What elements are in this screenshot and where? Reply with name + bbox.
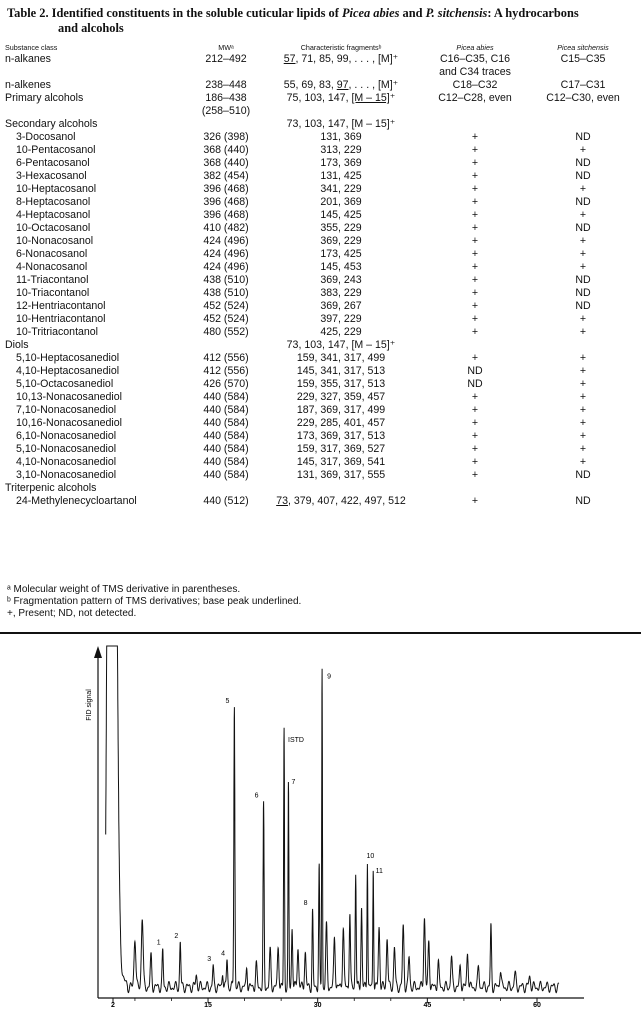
cell-c3: 173, 369, 317, 513 xyxy=(296,430,386,442)
cell-c2: 440 (584) xyxy=(203,417,249,429)
table-row xyxy=(5,261,637,274)
cell-c4: + xyxy=(471,170,479,182)
cell-c5 xyxy=(529,339,637,352)
cell-c5: + xyxy=(579,326,587,338)
cell-c5: ND xyxy=(575,300,591,312)
cell-c4 xyxy=(421,339,529,352)
cell-c1: 4,10-Nonacosanediol xyxy=(16,456,117,468)
y-axis-arrow xyxy=(94,646,102,658)
peak-label: 10 xyxy=(366,852,375,860)
cell-c4: + xyxy=(471,222,479,234)
cell-c2: 382 (454) xyxy=(203,170,249,182)
cell-c5: C12–C30, even xyxy=(546,92,620,104)
cell-c1: 8-Heptacosanol xyxy=(16,196,91,208)
cell-c1: 4-Nonacosanol xyxy=(16,261,88,273)
cell-c1: 10-Pentacosanol xyxy=(16,144,96,156)
cell-c3: 75, 103, 147, [M – 15]⁺ xyxy=(286,92,396,104)
cell-c4: C16–C35, C16 xyxy=(439,53,511,65)
cell-c5 xyxy=(529,482,637,495)
cell-c4: + xyxy=(471,326,479,338)
cell-c1: 5,10-Heptacosanediol xyxy=(16,352,120,364)
cell-c2: 440 (584) xyxy=(203,430,249,442)
cell-c4: + xyxy=(471,300,479,312)
table-row xyxy=(5,66,637,79)
cell-c4 xyxy=(421,482,529,495)
cell-c5: ND xyxy=(575,274,591,286)
cell-c5: + xyxy=(579,391,587,403)
cell-c1: 24-Methylenecycloartanol xyxy=(16,495,137,507)
table-row xyxy=(5,300,637,313)
cell-c3: 145, 317, 369, 541 xyxy=(296,456,386,468)
header-picea-sitchensis: Picea sitchensis xyxy=(557,43,609,52)
cell-c2 xyxy=(191,66,261,79)
cell-c3: 369, 267 xyxy=(320,300,362,312)
cell-c1 xyxy=(5,66,191,79)
cell-c1: 4-Heptacosanol xyxy=(16,209,91,221)
cell-c3: 159, 317, 369, 527 xyxy=(296,443,386,455)
cell-c1: 10,13-Nonacosanediol xyxy=(16,391,123,403)
table-row xyxy=(5,417,637,430)
x-tick-label: 45 xyxy=(423,1002,432,1009)
cell-c1: 5,10-Nonacosanediol xyxy=(16,443,117,455)
header-picea-abies: Picea abies xyxy=(456,43,494,52)
cell-c1: Diols xyxy=(5,339,29,351)
table-row xyxy=(5,92,637,105)
cell-c2: 424 (496) xyxy=(203,235,249,247)
cell-c5 xyxy=(529,105,637,118)
table-row xyxy=(5,144,637,157)
cell-c5: + xyxy=(579,144,587,156)
cell-c3: 55, 69, 83, 97, . . . , [M]⁺ xyxy=(283,79,399,91)
cell-c2: 186–438 xyxy=(205,92,247,104)
cell-c2: 368 (440) xyxy=(203,144,249,156)
cell-c2: 396 (468) xyxy=(203,209,249,221)
footnote-b: ᵇ Fragmentation pattern of TMS derivatives; base peak underlined. xyxy=(7,596,302,607)
caption-line2: and alcohols xyxy=(58,21,124,35)
cell-c5: + xyxy=(579,352,587,364)
cell-c3: 159, 355, 317, 513 xyxy=(296,378,386,390)
base-peak: 73 xyxy=(276,495,288,507)
cell-c5: + xyxy=(579,209,587,221)
cell-c2: 440 (584) xyxy=(203,456,249,468)
cell-c5: ND xyxy=(575,287,591,299)
footnote-c: +, Present; ND, not detected. xyxy=(7,608,137,619)
cell-c5: + xyxy=(579,404,587,416)
peak-label: 4 xyxy=(221,950,226,958)
cell-c1: 10-Nonacosanol xyxy=(16,235,94,247)
peak-label: 7 xyxy=(291,778,296,786)
table-row xyxy=(5,118,637,131)
cell-c2: 212–492 xyxy=(205,53,247,65)
cell-c1: 10-Octacosanol xyxy=(16,222,91,234)
header-fragments: Characteristic fragmentsᵇ xyxy=(300,43,382,52)
cell-c4: C18–C32 xyxy=(452,79,498,91)
table-row xyxy=(5,209,637,222)
peak-label: 8 xyxy=(303,899,308,907)
table-row xyxy=(5,352,637,365)
table-row xyxy=(5,157,637,170)
cell-c5: + xyxy=(579,235,587,247)
cell-c4: + xyxy=(471,157,479,169)
cell-c2: 452 (524) xyxy=(203,300,249,312)
table-row xyxy=(5,482,637,495)
cell-c5: + xyxy=(579,443,587,455)
cell-c1: 5,10-Octacosanediol xyxy=(16,378,114,390)
cell-c5: + xyxy=(579,183,587,195)
table-row xyxy=(5,443,637,456)
cell-c2: 238–448 xyxy=(205,79,247,91)
table-row xyxy=(5,105,637,118)
table-row xyxy=(5,313,637,326)
cell-c1: 3,10-Nonacosanediol xyxy=(16,469,117,481)
table-row xyxy=(5,365,637,378)
cell-c4: + xyxy=(471,274,479,286)
cell-c4: + xyxy=(471,469,479,481)
cell-c3: 425, 229 xyxy=(320,326,362,338)
cell-c4: + xyxy=(471,417,479,429)
cell-c4: + xyxy=(471,404,479,416)
x-tick-label: 30 xyxy=(313,1002,322,1009)
table-row xyxy=(5,274,637,287)
cell-c1: 7,10-Nonacosanediol xyxy=(16,404,117,416)
peak-label: 2 xyxy=(174,932,179,940)
cell-c4: + xyxy=(471,196,479,208)
cell-c3: 355, 229 xyxy=(320,222,362,234)
cell-c4: + xyxy=(471,183,479,195)
cell-c4: + xyxy=(471,287,479,299)
table-row xyxy=(5,53,637,66)
cell-c3: 369, 229 xyxy=(320,235,362,247)
table-caption xyxy=(7,6,637,36)
cell-c1: Triterpenic alcohols xyxy=(5,482,97,494)
cell-c3: 397, 229 xyxy=(320,313,362,325)
cell-c3: 341, 229 xyxy=(320,183,362,195)
chromatogram-ylabel: FID signal xyxy=(86,689,93,721)
table-row xyxy=(5,378,637,391)
cell-c2: 412 (556) xyxy=(203,352,249,364)
cell-c3: 131, 369, 317, 555 xyxy=(296,469,386,481)
table-row xyxy=(5,183,637,196)
table-row xyxy=(5,456,637,469)
section-divider xyxy=(0,632,641,634)
base-peak: 57 xyxy=(283,53,296,65)
base-peak: [M – 15] xyxy=(351,92,390,104)
cell-c3: 229, 327, 359, 457 xyxy=(296,391,386,403)
cell-c4: + xyxy=(471,144,479,156)
header-mw: MWᵃ xyxy=(218,43,234,52)
cell-c4: + xyxy=(471,391,479,403)
peak-label: ISTD xyxy=(288,736,305,744)
cell-c2: 440 (584) xyxy=(203,391,249,403)
table-row xyxy=(5,170,637,183)
cell-c5: ND xyxy=(575,170,591,182)
cell-c1: 6-Pentacosanol xyxy=(16,157,90,169)
cell-c2: (258–510) xyxy=(201,105,251,117)
cell-c3: 131, 369 xyxy=(320,131,362,143)
cell-c5: + xyxy=(579,313,587,325)
caption-prefix: Table 2. Identified constituents in the soluble cuticular lipids of xyxy=(7,6,342,20)
table-row xyxy=(5,287,637,300)
cell-c5: ND xyxy=(575,495,591,507)
cell-c5 xyxy=(529,66,637,79)
cell-c3: 173, 425 xyxy=(320,248,362,260)
cell-c5: + xyxy=(579,261,587,273)
cell-c5: C17–C31 xyxy=(560,79,606,91)
cell-c1: n-alkanes xyxy=(5,53,51,65)
peak-label: 9 xyxy=(327,673,331,681)
chromatogram-axes xyxy=(94,646,584,1009)
cell-c3: 57, 71, 85, 99, . . . , [M]⁺ xyxy=(283,53,399,65)
table-row xyxy=(5,339,637,352)
chromatogram xyxy=(0,640,641,1009)
table-row xyxy=(5,131,637,144)
cell-c5: + xyxy=(579,378,587,390)
cell-c1: 11-Triacontanol xyxy=(16,274,89,286)
cell-c3: 187, 369, 317, 499 xyxy=(296,404,386,416)
cell-c1: Secondary alcohols xyxy=(5,118,98,130)
cell-c4: + xyxy=(471,235,479,247)
table-row xyxy=(5,495,637,508)
cell-c5: ND xyxy=(575,222,591,234)
table-row xyxy=(5,235,637,248)
cell-c3 xyxy=(261,66,421,79)
cell-c5: + xyxy=(579,430,587,442)
cell-c3 xyxy=(261,105,421,118)
cell-c2: 410 (482) xyxy=(203,222,249,234)
cell-c3: 229, 285, 401, 457 xyxy=(296,417,386,429)
cell-c3: 73, 103, 147, [M – 15]⁺ xyxy=(286,339,396,351)
table-row xyxy=(5,196,637,209)
chromatogram-trace xyxy=(106,646,559,993)
cell-c5: + xyxy=(579,417,587,429)
cell-c5 xyxy=(529,118,637,131)
footnote-a: ᵃ Molecular weight of TMS derivative in parentheses. xyxy=(7,584,241,595)
cell-c4: + xyxy=(471,248,479,260)
cell-c3: 145, 453 xyxy=(320,261,362,273)
x-tick-label: 15 xyxy=(204,1002,212,1009)
table-row xyxy=(5,79,637,92)
cell-c3: 145, 425 xyxy=(320,209,362,221)
peak-label: 3 xyxy=(207,955,212,963)
cell-c2: 424 (496) xyxy=(203,261,249,273)
cell-c3: 73, 103, 147, [M – 15]⁺ xyxy=(286,118,396,130)
cell-c4: + xyxy=(471,261,479,273)
cell-c3 xyxy=(261,482,421,495)
cell-c5: + xyxy=(579,365,587,377)
cell-c3: 201, 369 xyxy=(320,196,362,208)
table-body xyxy=(5,43,637,508)
caption-mid: and xyxy=(399,6,426,20)
cell-c1: 3-Hexacosanol xyxy=(16,170,87,182)
cell-c4: + xyxy=(471,131,479,143)
cell-c2: 438 (510) xyxy=(203,287,249,299)
cell-c4: + xyxy=(471,443,479,455)
cell-c2: 368 (440) xyxy=(203,157,249,169)
caption-species-1: Picea abies xyxy=(341,6,400,20)
cell-c5: + xyxy=(579,456,587,468)
cell-c1: n-alkenes xyxy=(5,79,51,91)
peak-label: 6 xyxy=(254,792,259,800)
table-row xyxy=(5,469,637,482)
cell-c2: 440 (512) xyxy=(203,495,249,507)
cell-c2: 480 (552) xyxy=(203,326,249,338)
table-row xyxy=(5,326,637,339)
cell-c2: 440 (584) xyxy=(203,469,249,481)
cell-c2 xyxy=(191,339,261,352)
caption-suffix: : A hydrocarbons xyxy=(487,6,579,20)
cell-c4: C12–C28, even xyxy=(438,92,512,104)
cell-c1: Primary alcohols xyxy=(5,92,84,104)
cell-c3: 313, 229 xyxy=(320,144,362,156)
cell-c1: 4,10-Heptacosanediol xyxy=(16,365,120,377)
cell-c1: 10-Triacontanol xyxy=(16,287,90,299)
caption-species-2: P. sitchensis xyxy=(425,6,488,20)
cell-c5: C15–C35 xyxy=(560,53,606,65)
header-substance-class: Substance class xyxy=(5,43,58,52)
x-tick-label: 60 xyxy=(533,1002,541,1009)
cell-c4: + xyxy=(471,209,479,221)
cell-c5: ND xyxy=(575,157,591,169)
cell-c3: 383, 229 xyxy=(320,287,362,299)
cell-c3: 73, 379, 407, 422, 497, 512 xyxy=(276,495,406,507)
peak-label: 1 xyxy=(156,939,161,947)
cell-c1 xyxy=(5,105,191,118)
cell-c4 xyxy=(421,105,529,118)
constituents-table xyxy=(5,43,637,508)
cell-c4: ND xyxy=(467,365,483,377)
x-tick-label: 2 xyxy=(111,1002,115,1009)
cell-c2: 440 (584) xyxy=(203,404,249,416)
cell-c3: 131, 425 xyxy=(320,170,362,182)
cell-c4: ND xyxy=(467,378,483,390)
cell-c4: + xyxy=(471,352,479,364)
peak-label: 11 xyxy=(375,867,383,875)
cell-c3: 145, 341, 317, 513 xyxy=(296,365,386,377)
cell-c4: + xyxy=(471,430,479,442)
cell-c2: 452 (524) xyxy=(203,313,249,325)
chromatogram-peak-labels xyxy=(157,674,383,963)
cell-c5: ND xyxy=(575,469,591,481)
cell-c3: 159, 341, 317, 499 xyxy=(296,352,386,364)
cell-c1: 6-Nonacosanol xyxy=(16,248,88,260)
cell-c4 xyxy=(421,118,529,131)
peak-label: 5 xyxy=(225,698,230,706)
cell-c2 xyxy=(191,482,261,495)
cell-c5: ND xyxy=(575,131,591,143)
cell-c5: ND xyxy=(575,196,591,208)
cell-c4: and C34 traces xyxy=(439,66,511,78)
cell-c2: 396 (468) xyxy=(203,196,249,208)
cell-c2: 440 (584) xyxy=(203,443,249,455)
cell-c2: 424 (496) xyxy=(203,248,249,260)
table-header-row xyxy=(5,43,637,53)
cell-c3: 369, 243 xyxy=(320,274,362,286)
cell-c2: 438 (510) xyxy=(203,274,249,286)
cell-c2: 412 (556) xyxy=(203,365,249,377)
cell-c1: 10,16-Nonacosanediol xyxy=(16,417,123,429)
cell-c4: + xyxy=(471,495,479,507)
cell-c2: 426 (570) xyxy=(203,378,249,390)
cell-c1: 3-Docosanol xyxy=(16,131,76,143)
cell-c2: 326 (398) xyxy=(203,131,249,143)
table-row xyxy=(5,222,637,235)
cell-c5: + xyxy=(579,248,587,260)
cell-c2: 396 (468) xyxy=(203,183,249,195)
cell-c4: + xyxy=(471,313,479,325)
cell-c4: + xyxy=(471,456,479,468)
table-row xyxy=(5,404,637,417)
table-row xyxy=(5,248,637,261)
table-row xyxy=(5,391,637,404)
table-row xyxy=(5,430,637,443)
cell-c1: 10-Tritriacontanol xyxy=(16,326,99,338)
cell-c3: 173, 369 xyxy=(320,157,362,169)
cell-c1: 6,10-Nonacosanediol xyxy=(16,430,117,442)
cell-c1: 10-Hentriacontanol xyxy=(16,313,106,325)
cell-c1: 10-Heptacosanol xyxy=(16,183,97,195)
cell-c1: 12-Hentriacontanol xyxy=(16,300,106,312)
cell-c2 xyxy=(191,118,261,131)
base-peak: 97 xyxy=(336,79,349,91)
